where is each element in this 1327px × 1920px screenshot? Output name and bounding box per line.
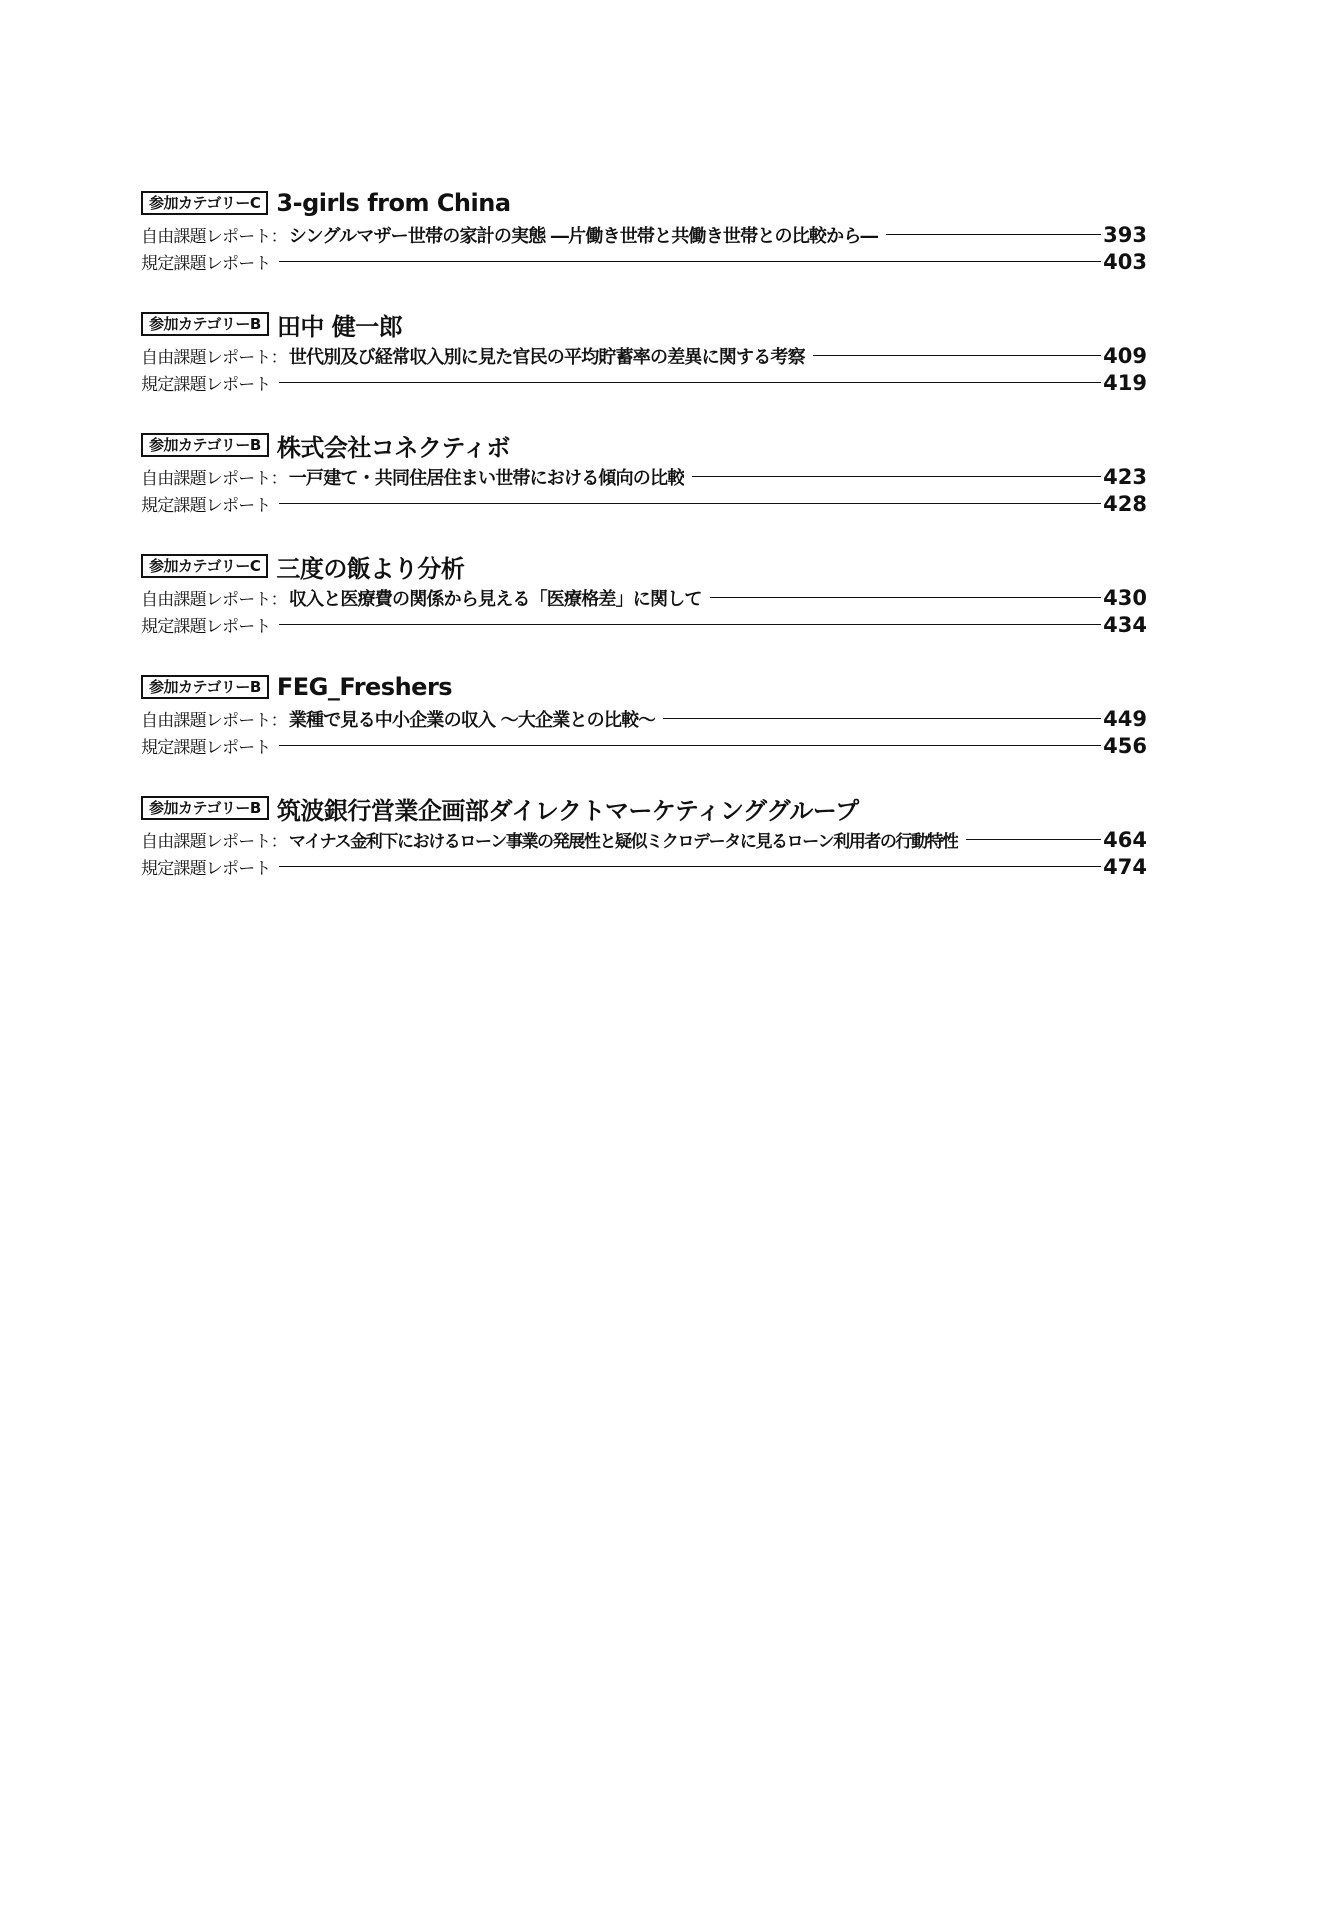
team-name: 筑波銀行営業企画部ダイレクトマーケティンググループ bbox=[276, 796, 859, 825]
category-badge: 参加カテゴリーB bbox=[141, 312, 269, 336]
free-report-title: 収入と医療費の関係から見える「医療格差」に関して bbox=[288, 588, 702, 610]
free-report-title: 世代別及び経常収入別に見た官民の平均貯蓄率の差異に関する考察 bbox=[288, 346, 805, 368]
team-name: 3-girls from China bbox=[276, 189, 511, 217]
toc-entry bbox=[141, 429, 1147, 550]
team-name: 田中 健一郎 bbox=[276, 312, 403, 341]
toc-entry bbox=[141, 187, 1147, 308]
free-report-label: 自由課題レポート： bbox=[141, 469, 287, 489]
toc-entry bbox=[141, 792, 1147, 913]
team-name: 三度の飯より分析 bbox=[276, 554, 465, 583]
page-number: 428 bbox=[1103, 491, 1147, 516]
free-report-row bbox=[141, 826, 1147, 853]
page-number: 393 bbox=[1103, 222, 1147, 247]
free-report-row bbox=[141, 342, 1147, 369]
free-report-label: 自由課題レポート： bbox=[141, 711, 287, 731]
toc-entry bbox=[141, 550, 1147, 671]
free-report-row bbox=[141, 705, 1147, 732]
page-number: 456 bbox=[1103, 733, 1147, 758]
free-report-title: マイナス金利下におけるローン事業の発展性と疑似ミクロデータに見るローン利用者の行動特性 bbox=[288, 832, 958, 852]
required-report-row bbox=[141, 611, 1147, 638]
category-badge: 参加カテゴリーB bbox=[141, 796, 269, 820]
entry-header bbox=[141, 671, 1147, 703]
page-number: 423 bbox=[1103, 464, 1147, 489]
required-report-label: 規定課題レポート bbox=[141, 254, 271, 274]
required-report-label: 規定課題レポート bbox=[141, 859, 271, 879]
page-number: 474 bbox=[1103, 854, 1147, 879]
leader-line bbox=[279, 866, 1101, 867]
free-report-label: 自由課題レポート： bbox=[141, 227, 287, 247]
entry-header bbox=[141, 429, 1147, 461]
leader-line bbox=[886, 234, 1101, 235]
entry-header bbox=[141, 187, 1147, 219]
free-report-row bbox=[141, 584, 1147, 611]
free-report-title: シングルマザー世帯の家計の実態 ―片働き世帯と共働き世帯との比較から― bbox=[288, 225, 878, 247]
free-report-row bbox=[141, 463, 1147, 490]
category-badge: 参加カテゴリーB bbox=[141, 675, 269, 699]
category-badge: 参加カテゴリーB bbox=[141, 433, 269, 457]
leader-line bbox=[813, 355, 1101, 356]
required-report-row bbox=[141, 369, 1147, 396]
page-number: 403 bbox=[1103, 249, 1147, 274]
toc-entry bbox=[141, 308, 1147, 429]
leader-line bbox=[692, 476, 1101, 477]
free-report-title: 業種で見る中小企業の収入 ～大企業との比較～ bbox=[288, 709, 656, 731]
required-report-row bbox=[141, 248, 1147, 275]
required-report-label: 規定課題レポート bbox=[141, 617, 271, 637]
required-report-label: 規定課題レポート bbox=[141, 496, 271, 516]
entry-header bbox=[141, 792, 1147, 824]
leader-line bbox=[279, 624, 1101, 625]
page-number: 464 bbox=[1103, 827, 1147, 852]
free-report-title: 一戸建て・共同住居住まい世帯における傾向の比較 bbox=[288, 467, 685, 489]
required-report-row bbox=[141, 732, 1147, 759]
required-report-label: 規定課題レポート bbox=[141, 738, 271, 758]
leader-line bbox=[279, 261, 1101, 262]
entry-header bbox=[141, 550, 1147, 582]
page-number: 449 bbox=[1103, 706, 1147, 731]
team-name: 株式会社コネクティボ bbox=[276, 433, 510, 462]
category-badge: 参加カテゴリーC bbox=[141, 554, 268, 578]
team-name: FEG_Freshers bbox=[276, 673, 453, 701]
leader-line bbox=[966, 839, 1101, 840]
page-number: 430 bbox=[1103, 585, 1147, 610]
page-number: 419 bbox=[1103, 370, 1147, 395]
entry-header bbox=[141, 308, 1147, 340]
toc-entry bbox=[141, 671, 1147, 792]
free-report-label: 自由課題レポート： bbox=[141, 590, 287, 610]
free-report-label: 自由課題レポート： bbox=[141, 348, 287, 368]
free-report-label: 自由課題レポート： bbox=[141, 832, 287, 852]
page-number: 434 bbox=[1103, 612, 1147, 637]
category-badge: 参加カテゴリーC bbox=[141, 191, 268, 215]
table-of-contents bbox=[141, 187, 1147, 913]
leader-line bbox=[279, 745, 1101, 746]
page-number: 409 bbox=[1103, 343, 1147, 368]
leader-line bbox=[710, 597, 1101, 598]
free-report-row bbox=[141, 221, 1147, 248]
required-report-label: 規定課題レポート bbox=[141, 375, 271, 395]
leader-line bbox=[279, 503, 1101, 504]
leader-line bbox=[279, 382, 1101, 383]
required-report-row bbox=[141, 853, 1147, 880]
required-report-row bbox=[141, 490, 1147, 517]
leader-line bbox=[663, 718, 1101, 719]
